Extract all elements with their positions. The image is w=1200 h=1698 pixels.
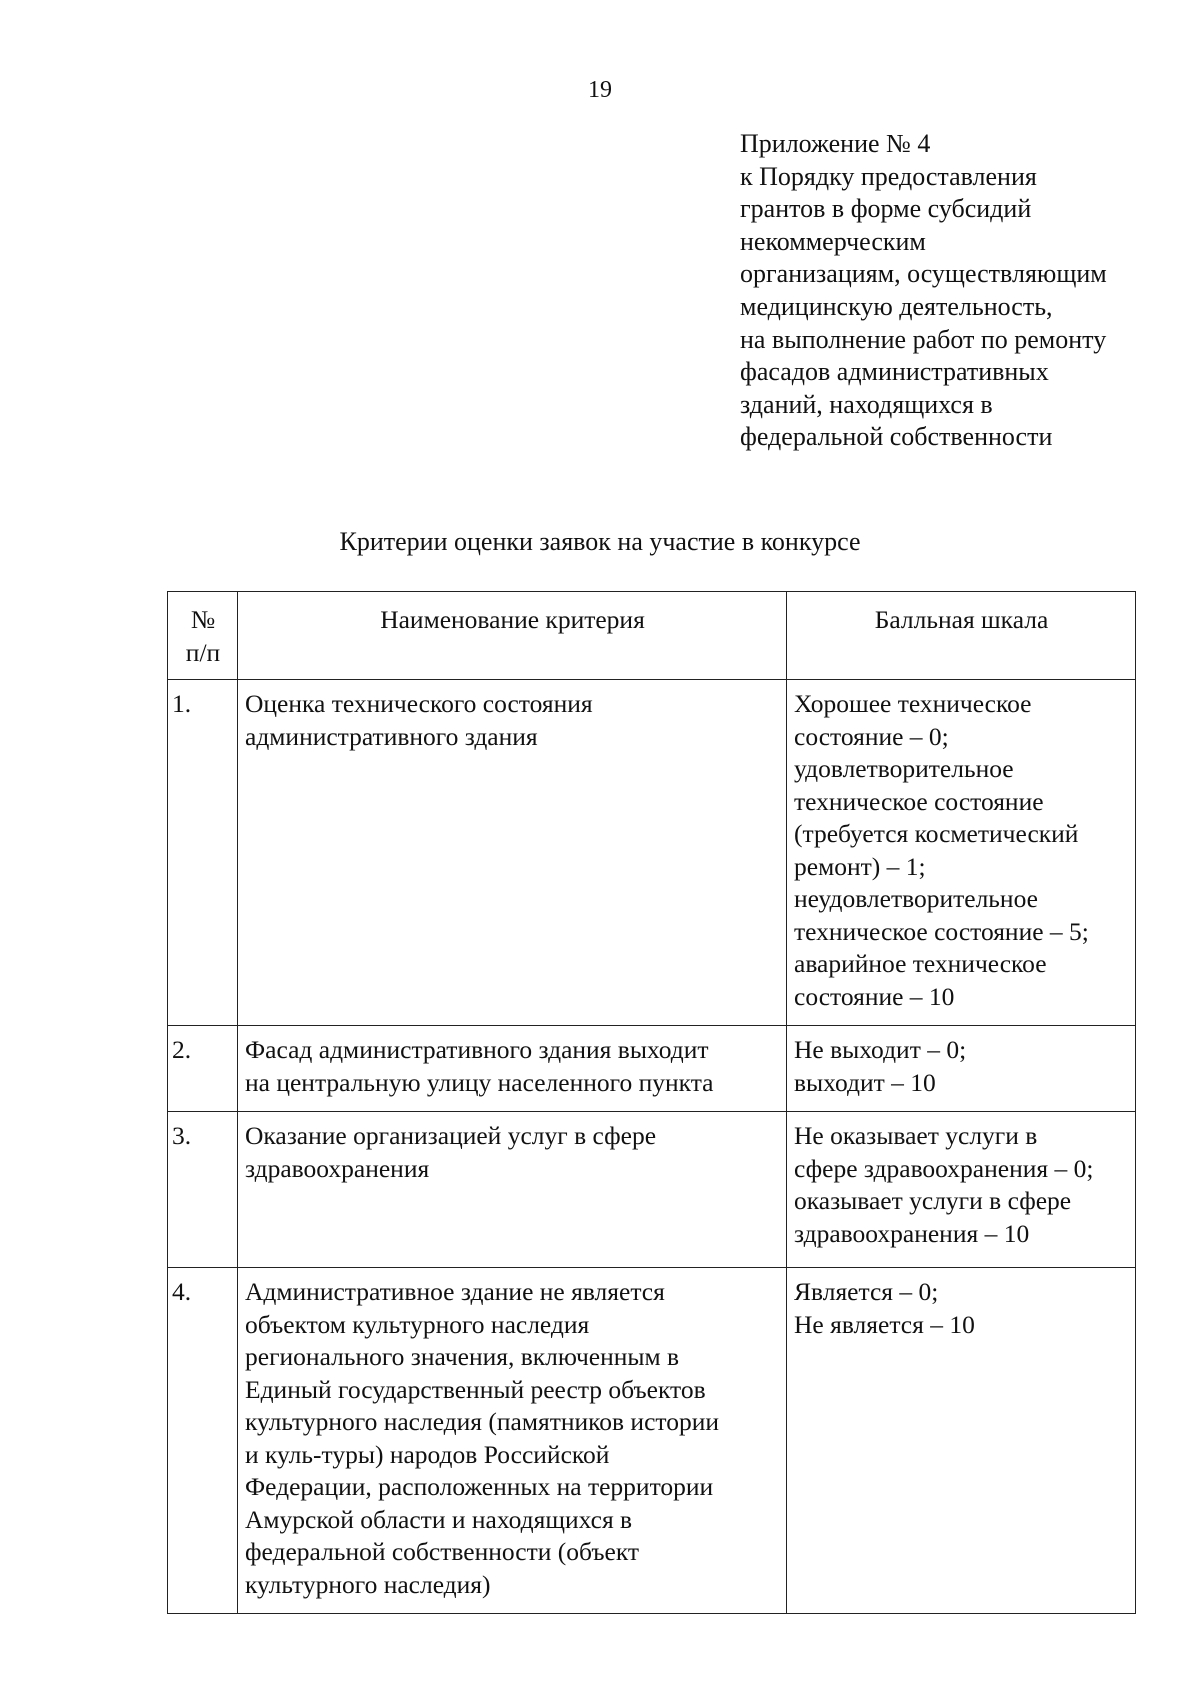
table-row xyxy=(168,1268,1136,1614)
appendix-line: Приложение № 4 xyxy=(740,129,931,158)
scale-cell xyxy=(787,1026,1136,1112)
scale-line: (требуется косметический xyxy=(794,819,1079,848)
header-num xyxy=(168,592,238,680)
criterion-line: федеральной собственности (объект xyxy=(245,1537,640,1566)
row-number: 3. xyxy=(168,1112,238,1268)
criterion-cell xyxy=(238,1026,787,1112)
appendix-line: некоммерческим xyxy=(740,226,926,256)
table-row xyxy=(168,1026,1136,1112)
appendix-line: фасадов административных xyxy=(740,357,1049,387)
table-row xyxy=(168,1112,1136,1268)
criterion-line: культурного наследия) xyxy=(245,1569,491,1599)
scale-line: удовлетворительное xyxy=(794,754,1014,783)
header-num-line: № xyxy=(190,605,216,634)
row-number: 1. xyxy=(168,680,238,1026)
scale-line: выходит – 10 xyxy=(794,1067,936,1097)
row-number: 4. xyxy=(168,1268,238,1614)
scale-line: техническое состояние xyxy=(794,786,1044,816)
criteria-table xyxy=(167,591,1136,1614)
appendix-line: на выполнение работ по ремонту xyxy=(740,324,1107,354)
scale-cell xyxy=(787,1268,1136,1614)
scale-line: техническое состояние – 5; xyxy=(794,916,1089,946)
scale-cell xyxy=(787,680,1136,1026)
criterion-line: Единый государственный реестр объектов xyxy=(245,1374,706,1404)
scale-line: состояние – 0; xyxy=(794,721,949,751)
criterion-line: объектом культурного наследия xyxy=(245,1309,590,1339)
criterion-line: на центральную улицу населенного пункта xyxy=(245,1067,714,1097)
criterion-line: здравоохранения xyxy=(245,1153,430,1183)
criterion-cell xyxy=(238,680,787,1026)
criterion-line: и куль-туры) народов Российской xyxy=(245,1439,610,1469)
criterion-cell xyxy=(238,1112,787,1268)
scale-line: ремонт) – 1; xyxy=(794,851,926,881)
criterion-cell xyxy=(238,1268,787,1614)
appendix-line: зданий, находящихся в xyxy=(740,389,993,419)
criterion-line: Оказание организацией услуг в сфере xyxy=(245,1121,657,1150)
appendix-line: грантов в форме субсидий xyxy=(740,194,1032,224)
criterion-line: Административное здание не является xyxy=(245,1277,665,1306)
criterion-line: регионального значения, включенным в xyxy=(245,1342,680,1371)
scale-line: Не оказывает услуги в xyxy=(794,1121,1038,1150)
appendix-line: федеральной собственности xyxy=(740,422,1053,452)
scale-line: Является – 0; xyxy=(794,1277,939,1306)
header-scale: Балльная шкала xyxy=(787,592,1136,680)
scale-line: сфере здравоохранения – 0; xyxy=(794,1153,1094,1183)
scale-line: здравоохранения – 10 xyxy=(794,1218,1030,1248)
criterion-line: Амурской области и находящихся в xyxy=(245,1504,633,1534)
header-criterion: Наименование критерия xyxy=(238,592,787,680)
table-header-row xyxy=(168,592,1136,680)
page-number: 19 xyxy=(588,77,612,103)
header-num-line: п/п xyxy=(185,637,221,667)
appendix-line: к Порядку предоставления xyxy=(740,161,1037,191)
appendix-line: медицинскую деятельность, xyxy=(740,291,1053,321)
appendix-line: организациям, осуществляющим xyxy=(740,259,1107,289)
criterion-line: Оценка технического состояния xyxy=(245,689,593,718)
scale-line: аварийное техническое xyxy=(794,949,1047,978)
scale-line: состояние – 10 xyxy=(794,981,955,1011)
criterion-line: Федерации, расположенных на территории xyxy=(245,1472,714,1501)
appendix-heading xyxy=(740,128,1180,454)
table-row xyxy=(168,680,1136,1026)
row-number: 2. xyxy=(168,1026,238,1112)
scale-line: оказывает услуги в сфере xyxy=(794,1186,1072,1215)
table-title: Критерии оценки заявок на участие в конкурсе xyxy=(339,527,861,556)
criterion-line: культурного наследия (памятников истории xyxy=(245,1407,719,1436)
scale-line: Не выходит – 0; xyxy=(794,1035,967,1064)
scale-line: Не является – 10 xyxy=(794,1309,975,1339)
scale-line: неудовлетворительное xyxy=(794,884,1038,913)
scale-line: Хорошее техническое xyxy=(794,689,1032,718)
criterion-line: Фасад административного здания выходит xyxy=(245,1035,709,1064)
scale-cell xyxy=(787,1112,1136,1268)
criterion-line: административного здания xyxy=(245,721,538,751)
